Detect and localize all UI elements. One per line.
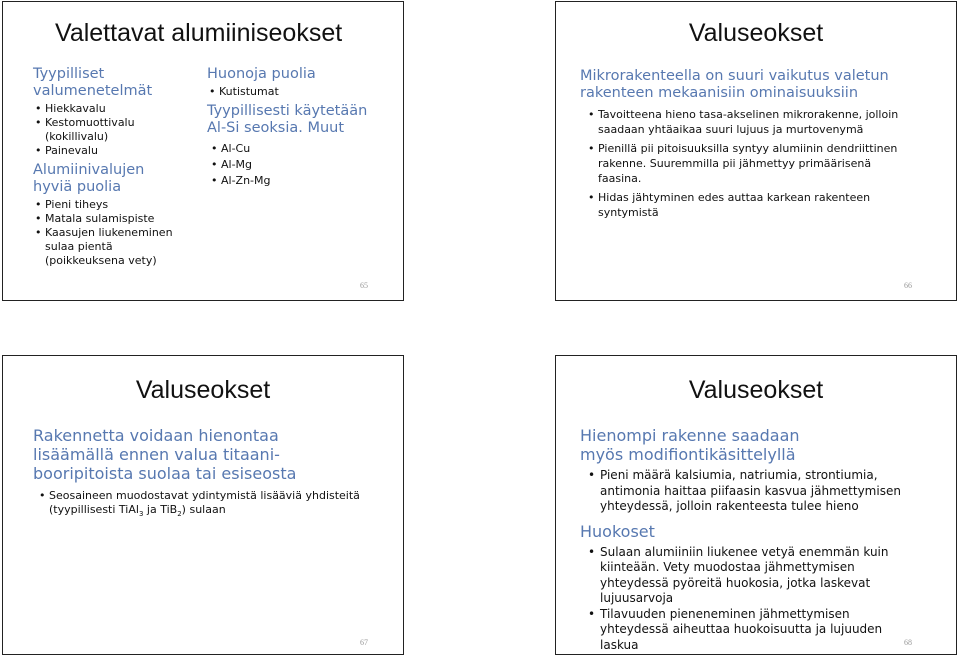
page-number: 66 xyxy=(904,281,912,290)
bullet-list xyxy=(39,489,363,521)
right-column xyxy=(207,66,372,189)
slide-67 xyxy=(2,355,404,655)
bullet-list xyxy=(209,85,372,99)
list-item: • Sulaan alumiiniin liukenee vetyä enemmän kuin kiinteään. Vety muodostaa jähmettymisen yhteydessä pyöreitä huokosia, jotka laskevat lujuusarvoja xyxy=(588,545,898,607)
slide-body xyxy=(33,426,363,521)
list-item: • Hiekkavalu xyxy=(35,102,193,116)
list-item: • Kestomuottivalu (kokillivalu) xyxy=(35,116,193,144)
bullet-list xyxy=(588,107,913,220)
section-heading: Tyypillisesti käytetään Al-Si seoksia. Muut xyxy=(207,103,368,136)
list-item: • Tilavuuden pieneneminen jähmettymisen yhteydessä aiheuttaa huokoisuutta ja lujuuden laskua xyxy=(588,607,898,654)
page-number: 68 xyxy=(904,638,912,647)
list-item xyxy=(39,489,369,521)
list-item: • Al-Zn-Mg xyxy=(211,173,372,189)
list-item: • Tavoitteena hieno tasa-akselinen mikrorakenne, jolloin saadaan yhtäaikaa suuri lujuus ja murtovenymä xyxy=(588,107,913,137)
left-column xyxy=(33,66,193,268)
section-heading: Tyypilliset valumenetelmät xyxy=(33,66,153,99)
list-item: • Hidas jähtyminen edes auttaa karkean rakenteen syntymistä xyxy=(588,190,888,220)
section-heading: Hienompi rakenne saadaan myös modifiontikäsittelyllä xyxy=(580,426,800,464)
section-heading: Mikrorakenteella on suuri vaikutus valetun rakenteen mekaanisiin ominaisuuksiin xyxy=(580,68,889,101)
list-item: • Painevalu xyxy=(35,144,193,158)
bullet-list xyxy=(588,545,898,654)
list-item: • Kutistumat xyxy=(209,85,372,99)
bullet-list xyxy=(588,468,918,515)
slide-title: Valettavat alumiiniseokset xyxy=(55,19,343,47)
section-heading: Alumiinivalujen hyviä puolia xyxy=(33,162,145,195)
slide-title: Valuseokset xyxy=(688,376,824,404)
slide-68 xyxy=(555,355,957,655)
page-number: 65 xyxy=(360,281,368,290)
item-text: ja TiB xyxy=(143,503,178,516)
list-item: • Al-Mg xyxy=(211,157,372,173)
bullet-list xyxy=(211,141,372,189)
slide-title: Valuseokset xyxy=(135,376,271,404)
list-item: • Kaasujen liukeneminen sulaa pientä (poikkeuksena vety) xyxy=(35,226,190,268)
list-item: • Pieni tiheys xyxy=(35,198,193,212)
item-text: Seosaineen muodostavat ydintymistä lisääviä yhdisteitä (tyypillisesti TiAl xyxy=(49,489,360,516)
slide-65 xyxy=(2,1,404,301)
list-item: • Al-Cu xyxy=(211,141,372,157)
subscript: 2 xyxy=(177,510,182,519)
list-item: • Pieni määrä kalsiumia, natriumia, strontiumia, antimonia haittaa piifaasin kasvua jähmettymisen yhteydessä, jolloin rakenteesta tulee hieno xyxy=(588,468,918,515)
item-text: ) sulaan xyxy=(181,503,226,516)
section-heading: Rakennetta voidaan hienontaa lisäämällä ennen valua titaani-booripitoista suolaa tai esiseosta xyxy=(33,426,297,483)
bullet-list xyxy=(35,102,193,158)
section-heading: Huonoja puolia xyxy=(207,66,316,82)
section-heading: Huokoset xyxy=(580,521,655,541)
slide-body xyxy=(580,426,920,653)
slide-body xyxy=(580,68,920,220)
page-number: 67 xyxy=(360,638,368,647)
subscript: 3 xyxy=(138,510,144,519)
bullet-list xyxy=(35,198,193,268)
list-item: • Pienillä pii pitoisuuksilla syntyy alumiinin dendriittinen rakenne. Suuremmilla pii jähmettyy primäärisenä faasina. xyxy=(588,141,913,186)
slide-66 xyxy=(555,1,957,301)
list-item: • Matala sulamispiste xyxy=(35,212,193,226)
slide-title: Valuseokset xyxy=(688,19,824,47)
